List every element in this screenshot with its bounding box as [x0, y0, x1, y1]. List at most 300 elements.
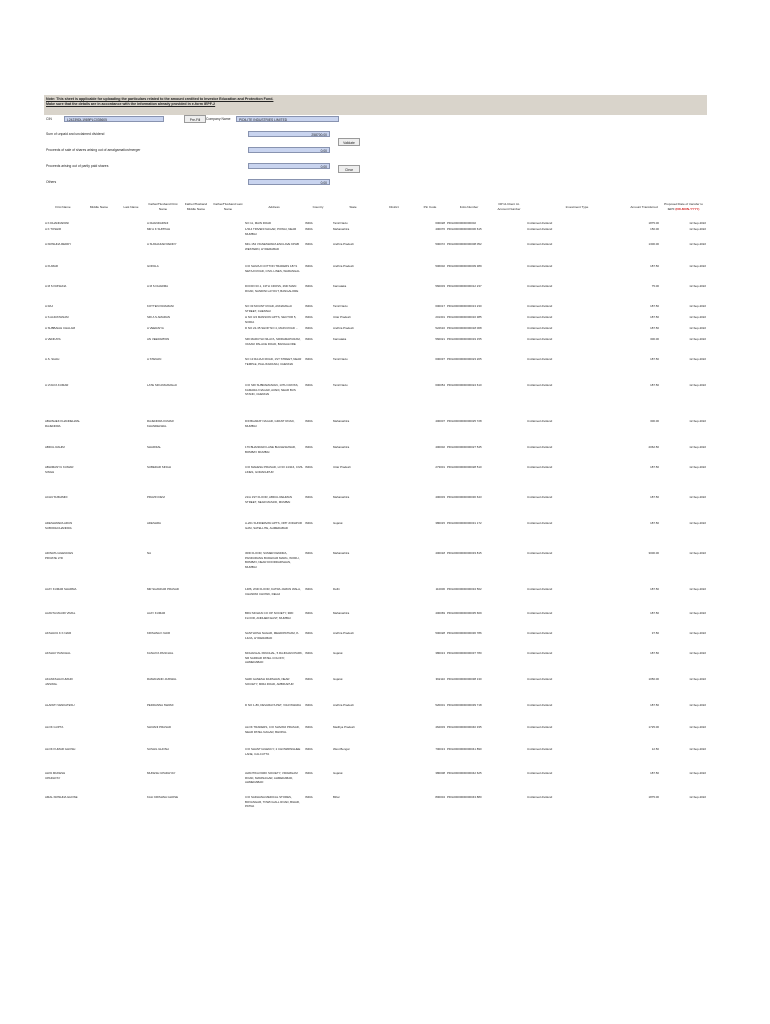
- cell-father-last-name[interactable]: [212, 725, 244, 747]
- cell-middle-name[interactable]: [82, 337, 116, 357]
- cell-folio-number[interactable]: PDIL00000000000036 786: [447, 631, 482, 635]
- cell-father-first-name[interactable]: RAMANAND JAISWAL: [147, 677, 177, 681]
- cell-first-name[interactable]: A VENKATA: [45, 337, 61, 341]
- cell-folio-number[interactable]: PDIL00000000000006 615: [447, 227, 482, 231]
- cell-state[interactable]: Andhra Pradesh: [333, 242, 354, 246]
- cell-dp-id[interactable]: [492, 631, 526, 651]
- cell-folio-number[interactable]: PDIL00000000000024 610: [447, 383, 482, 387]
- cell-pin-code[interactable]: 380008: [435, 771, 445, 775]
- cell-transfer-date[interactable]: 12-Sep-2022: [689, 445, 706, 449]
- cell-father-last-name[interactable]: [212, 419, 244, 445]
- cell-dp-id[interactable]: [492, 383, 526, 419]
- cell-dp-id[interactable]: [492, 495, 526, 521]
- cell-father-last-name[interactable]: [212, 445, 244, 465]
- cell-father-first-name[interactable]: KANAIYA PANCHAL: [147, 651, 174, 655]
- cell-investment-type[interactable]: Unclaimed dividend: [527, 445, 553, 449]
- cell-father-middle-name[interactable]: [180, 465, 212, 495]
- cell-transfer-date[interactable]: 12-Sep-2022: [689, 677, 706, 681]
- others-field[interactable]: 0.00: [248, 179, 330, 185]
- cell-pin-code[interactable]: 560003: [435, 284, 445, 288]
- cell-father-last-name[interactable]: [212, 631, 244, 651]
- cell-last-name[interactable]: [116, 264, 146, 284]
- cell-pin-code[interactable]: 400018: [435, 551, 445, 555]
- cell-folio-number[interactable]: PDIL00000000000008 052: [447, 242, 482, 246]
- cell-investment-type[interactable]: Unclaimed dividend: [527, 725, 553, 729]
- cell-investment-type[interactable]: Unclaimed dividend: [527, 795, 553, 799]
- cell-father-first-name[interactable]: MR SHANKAR PRASAD: [147, 587, 179, 591]
- cell-dp-id[interactable]: [492, 551, 526, 587]
- cell-last-name[interactable]: [116, 677, 146, 703]
- cell-last-name[interactable]: [116, 227, 146, 242]
- cell-first-name[interactable]: AKSHAYA K K NAIR: [45, 631, 72, 635]
- cell-country[interactable]: INDIA: [305, 445, 313, 449]
- cell-father-middle-name[interactable]: [180, 357, 212, 383]
- cell-state[interactable]: Bihar: [333, 795, 340, 799]
- cell-last-name[interactable]: [116, 383, 146, 419]
- clear-button[interactable]: Clear: [338, 165, 360, 173]
- cell-amount[interactable]: 187.50: [650, 611, 659, 615]
- cell-father-last-name[interactable]: [212, 326, 244, 337]
- cell-district[interactable]: [374, 651, 414, 677]
- cell-dp-id[interactable]: [492, 587, 526, 611]
- cell-father-middle-name[interactable]: [180, 551, 212, 587]
- cell-investment-type[interactable]: Unclaimed dividend: [527, 631, 553, 635]
- cell-amount[interactable]: 187.50: [650, 495, 659, 499]
- cell-amount[interactable]: 187.50: [650, 465, 659, 469]
- cell-father-middle-name[interactable]: [180, 725, 212, 747]
- cell-dp-id[interactable]: [492, 747, 526, 771]
- cell-father-last-name[interactable]: [212, 284, 244, 304]
- cell-middle-name[interactable]: [82, 587, 116, 611]
- cell-state[interactable]: West Bengal: [333, 747, 350, 751]
- cell-father-last-name[interactable]: [212, 264, 244, 284]
- cell-address[interactable]: MIG 154 VIGNESWARA ENCLAVE KPHB WESTERN, HYDERABAD: [245, 242, 299, 251]
- cell-transfer-date[interactable]: 12-Sep-2022: [689, 703, 706, 707]
- cell-district[interactable]: [374, 284, 414, 304]
- cell-first-name[interactable]: ALAPATI VENKATESU: [45, 703, 75, 707]
- cell-father-middle-name[interactable]: [180, 611, 212, 631]
- cell-district[interactable]: [374, 677, 414, 703]
- cell-father-middle-name[interactable]: [180, 587, 212, 611]
- cell-middle-name[interactable]: [82, 747, 116, 771]
- cell-middle-name[interactable]: [82, 551, 116, 587]
- cell-folio-number[interactable]: PDIL00000000000040 335: [447, 725, 482, 729]
- cell-investment-type[interactable]: Unclaimed dividend: [527, 337, 553, 341]
- cell-father-first-name[interactable]: ADESHRA: [147, 521, 161, 525]
- cell-dp-id[interactable]: [492, 703, 526, 725]
- cell-country[interactable]: INDIA: [305, 337, 313, 341]
- cell-father-last-name[interactable]: [212, 465, 244, 495]
- cell-country[interactable]: INDIA: [305, 631, 313, 635]
- cell-folio-number[interactable]: PDIL00000000000035 669: [447, 611, 482, 615]
- cell-address[interactable]: NO 33 MOUNT ROAD, ANNAMALAI STREET, CHENNAI: [245, 304, 293, 313]
- cell-amount[interactable]: 187.50: [650, 651, 659, 655]
- cell-father-first-name[interactable]: AJAY KUMAR: [147, 611, 166, 615]
- cell-address[interactable]: NO 11, MAIN ROAD: [245, 221, 272, 225]
- cell-state[interactable]: Andhra Pradesh: [333, 326, 354, 330]
- cell-first-name[interactable]: A M S KRISHNA: [45, 284, 67, 288]
- cell-investment-type[interactable]: Unclaimed dividend: [527, 264, 553, 268]
- cell-country[interactable]: INDIA: [305, 587, 313, 591]
- cell-country[interactable]: INDIA: [305, 284, 313, 288]
- cell-district[interactable]: [374, 795, 414, 815]
- cell-last-name[interactable]: [116, 326, 146, 337]
- cell-amount[interactable]: 187.50: [650, 771, 659, 775]
- cell-father-middle-name[interactable]: [180, 264, 212, 284]
- cell-first-name[interactable]: A RAJ: [45, 304, 54, 308]
- cell-country[interactable]: INDIA: [305, 383, 313, 387]
- cell-transfer-date[interactable]: 12-Sep-2022: [689, 419, 706, 423]
- cell-country[interactable]: INDIA: [305, 795, 313, 799]
- cell-first-name[interactable]: ACHUTA BHIMDI: [45, 495, 68, 499]
- cell-father-last-name[interactable]: [212, 587, 244, 611]
- cell-address[interactable]: C/O SHANTI AGENCY, 2 CHOWRINGHEE LANE, CALCUTTA: [245, 747, 301, 756]
- cell-father-first-name[interactable]: PRAVIN DEVI: [147, 495, 166, 499]
- cell-father-last-name[interactable]: [212, 611, 244, 631]
- cell-father-last-name[interactable]: [212, 521, 244, 551]
- cell-father-first-name[interactable]: MR A K SUPPIAH: [147, 227, 171, 231]
- cell-transfer-date[interactable]: 12-Sep-2022: [689, 725, 706, 729]
- cell-district[interactable]: [374, 304, 414, 315]
- cell-address[interactable]: ALOK TRADERS, C/O SHIVANI PRASAD, NEAR PATEL NAGAR, BHOPAL: [245, 725, 300, 734]
- cell-first-name[interactable]: AKANKSHA KUMARI JAISWAL: [45, 677, 73, 686]
- cell-pin-code[interactable]: 110006: [435, 587, 445, 591]
- cell-father-first-name[interactable]: NA: [147, 551, 152, 555]
- cell-state[interactable]: Gujarat: [333, 521, 343, 525]
- cell-investment-type[interactable]: Unclaimed dividend: [527, 304, 553, 308]
- cell-state[interactable]: Maharashtra: [333, 419, 350, 423]
- cell-transfer-date[interactable]: 12-Sep-2022: [689, 587, 706, 591]
- cell-country[interactable]: INDIA: [305, 419, 313, 423]
- cell-pin-code[interactable]: 273001: [435, 465, 445, 469]
- cell-father-first-name[interactable]: KALI KRISHNA GHOSE: [147, 795, 179, 799]
- cell-address[interactable]: AVANTIKA PARK SOCIETY, VIRAMGAM ROAD, MANINAGAR, AHMEDABAD, AHMEDABAD: [245, 771, 298, 785]
- cell-amount[interactable]: 75.00: [651, 284, 659, 288]
- cell-district[interactable]: [374, 383, 414, 419]
- cell-last-name[interactable]: [116, 445, 146, 465]
- cell-address[interactable]: 176 BHANDARI LANE BHULESHWAR, BOMBAY MUMBAI: [245, 445, 296, 454]
- proceeds-1-field[interactable]: 0.00: [248, 147, 330, 153]
- cell-dp-id[interactable]: [492, 771, 526, 795]
- cell-last-name[interactable]: [116, 725, 146, 747]
- cell-state[interactable]: Tamil Nadu: [333, 304, 348, 308]
- cell-dp-id[interactable]: [492, 227, 526, 242]
- cell-amount[interactable]: 187.50: [650, 357, 659, 361]
- cell-middle-name[interactable]: [82, 521, 116, 551]
- cell-address[interactable]: SHRI GANESH DARSHAN, NEAR SOCIETY, MIRA ROAD, AMBIKAPUR: [245, 677, 294, 686]
- cell-state[interactable]: Karnataka: [333, 337, 347, 341]
- cell-transfer-date[interactable]: 12-Sep-2022: [689, 631, 706, 635]
- cell-district[interactable]: [374, 337, 414, 357]
- proceeds-2-field[interactable]: 0.00: [248, 163, 330, 169]
- cell-district[interactable]: [374, 326, 414, 337]
- validate-button[interactable]: Validate: [338, 138, 360, 146]
- cell-middle-name[interactable]: [82, 304, 116, 315]
- cell-father-first-name[interactable]: PEDDANNA SWAMI: [147, 703, 174, 707]
- cell-first-name[interactable]: ALPA MUKESH UPADHYAY: [45, 771, 66, 780]
- cell-first-name[interactable]: ADINATH AGENCIES PRIVATE LTD: [45, 551, 74, 560]
- cell-state[interactable]: Maharashtra: [333, 227, 350, 231]
- cell-dp-id[interactable]: [492, 521, 526, 551]
- cell-father-middle-name[interactable]: [180, 337, 212, 357]
- cell-investment-type[interactable]: Unclaimed dividend: [527, 747, 553, 751]
- cell-folio-number[interactable]: PDIL00000000000016 385: [447, 315, 482, 319]
- cell-investment-type[interactable]: Unclaimed dividend: [527, 521, 553, 525]
- cell-dp-id[interactable]: [492, 445, 526, 465]
- cell-transfer-date[interactable]: 12-Sep-2022: [689, 771, 706, 775]
- cell-district[interactable]: [374, 315, 414, 326]
- cell-state[interactable]: Maharashtra: [333, 495, 350, 499]
- cell-father-first-name[interactable]: A VEERAIYA: [147, 326, 164, 330]
- cell-district[interactable]: [374, 747, 414, 771]
- cell-father-last-name[interactable]: [212, 703, 244, 725]
- cell-pin-code[interactable]: 506002: [435, 264, 445, 268]
- cell-pin-code[interactable]: 201301: [435, 315, 445, 319]
- cell-transfer-date[interactable]: 12-Sep-2022: [689, 495, 706, 499]
- cell-state[interactable]: Madhya Pradesh: [333, 725, 355, 729]
- cell-father-last-name[interactable]: [212, 551, 244, 587]
- cell-dp-id[interactable]: [492, 357, 526, 383]
- cell-middle-name[interactable]: [82, 465, 116, 495]
- cell-address[interactable]: C/O MAHESH PRASAD, H NO 14/116, CIVIL LINES, GORAKHPUR: [245, 465, 303, 474]
- cell-father-last-name[interactable]: [212, 337, 244, 357]
- cell-country[interactable]: INDIA: [305, 521, 313, 525]
- cell-middle-name[interactable]: [82, 315, 116, 326]
- cell-investment-type[interactable]: Unclaimed dividend: [527, 383, 553, 387]
- cell-country[interactable]: INDIA: [305, 611, 313, 615]
- cell-transfer-date[interactable]: 12-Sep-2022: [689, 651, 706, 655]
- cell-first-name[interactable]: A KRISHNA REDDY: [45, 242, 72, 246]
- cell-father-middle-name[interactable]: [180, 747, 212, 771]
- cell-last-name[interactable]: [116, 465, 146, 495]
- cell-folio-number[interactable]: PDIL00000000000028 510: [447, 465, 482, 469]
- cell-middle-name[interactable]: [82, 357, 116, 383]
- cell-middle-name[interactable]: [82, 611, 116, 631]
- cell-investment-type[interactable]: Unclaimed dividend: [527, 587, 553, 591]
- cell-country[interactable]: INDIA: [305, 677, 313, 681]
- cell-district[interactable]: [374, 631, 414, 651]
- cell-middle-name[interactable]: [82, 725, 116, 747]
- cell-amount[interactable]: 300.00: [650, 337, 659, 341]
- cell-district[interactable]: [374, 465, 414, 495]
- cell-first-name[interactable]: AJANTA MAURI VIMAL: [45, 611, 76, 615]
- cell-father-middle-name[interactable]: [180, 495, 212, 521]
- cell-folio-number[interactable]: PDIL00000000000027 545: [447, 445, 482, 449]
- cell-investment-type[interactable]: Unclaimed dividend: [527, 326, 553, 330]
- cell-father-middle-name[interactable]: [180, 227, 212, 242]
- cell-transfer-date[interactable]: 12-Sep-2022: [689, 242, 706, 246]
- cell-folio-number[interactable]: PDIL00000000000039 718: [447, 703, 482, 707]
- cell-father-first-name[interactable]: GOPALA: [147, 264, 159, 268]
- cell-pin-code[interactable]: 462003: [435, 725, 445, 729]
- cell-pin-code[interactable]: 600017: [435, 304, 445, 308]
- cell-last-name[interactable]: [116, 242, 146, 264]
- cell-folio-number[interactable]: PDIL00000000000009 389: [447, 264, 482, 268]
- cell-district[interactable]: [374, 495, 414, 521]
- cell-folio-number[interactable]: PDIL00000000000038 130: [447, 677, 482, 681]
- cell-country[interactable]: INDIA: [305, 495, 313, 499]
- cell-pin-code[interactable]: 400003: [435, 495, 445, 499]
- cell-investment-type[interactable]: Unclaimed dividend: [527, 419, 553, 423]
- cell-first-name[interactable]: ABDUL RAHIM: [45, 445, 65, 449]
- cell-amount[interactable]: 187.50: [650, 521, 659, 525]
- cell-last-name[interactable]: [116, 495, 146, 521]
- cell-pin-code[interactable]: 400076: [435, 227, 445, 231]
- cell-amount[interactable]: 187.50: [650, 326, 659, 330]
- cell-father-middle-name[interactable]: [180, 383, 212, 419]
- cell-last-name[interactable]: [116, 795, 146, 815]
- cell-investment-type[interactable]: Unclaimed dividend: [527, 495, 553, 499]
- cell-transfer-date[interactable]: 12-Sep-2022: [689, 611, 706, 615]
- cell-father-last-name[interactable]: [212, 242, 244, 264]
- cell-folio-number[interactable]: PDIL00000000000019 155: [447, 337, 482, 341]
- cell-pin-code[interactable]: 392110: [435, 677, 445, 681]
- cell-amount[interactable]: 150.00: [650, 227, 659, 231]
- cell-father-first-name[interactable]: SUSHIL GHOSH: [147, 747, 169, 751]
- cell-district[interactable]: [374, 357, 414, 383]
- cell-folio-number[interactable]: PDIL00000000000037 780: [447, 651, 482, 655]
- cell-country[interactable]: INDIA: [305, 264, 313, 268]
- cell-middle-name[interactable]: [82, 631, 116, 651]
- cell-address[interactable]: D/9 BHARAT NAGAR, GRANT ROAD, MUMBAI: [245, 419, 295, 428]
- cell-address[interactable]: C/O SRI SUBRAMANIAN, 13TH CROSS, KAMARAJ NAGAR, AVADI, NEAR BUS STAND, CHENNAI: [245, 383, 299, 397]
- cell-father-last-name[interactable]: [212, 227, 244, 242]
- cell-middle-name[interactable]: [82, 264, 116, 284]
- cell-father-middle-name[interactable]: [180, 445, 212, 465]
- cell-first-name[interactable]: A S ALIRATHNAM: [45, 315, 69, 319]
- cell-address[interactable]: DOOR NO.1, 13TH CROSS, 2ND MAIN ROAD, NANDINI LAYOUT, BANGALORE: [245, 284, 299, 293]
- cell-state[interactable]: Uttar Pradesh: [333, 315, 351, 319]
- cell-transfer-date[interactable]: 12-Sep-2022: [689, 337, 706, 341]
- cell-first-name[interactable]: ADESHWARA ARUN SUBODHCHANDRA: [45, 521, 73, 530]
- cell-address[interactable]: 1/314 TRIVENI NAGAR, POWAI, NEAR MUMBAI: [245, 227, 297, 236]
- cell-investment-type[interactable]: Unclaimed dividend: [527, 242, 553, 246]
- cell-amount[interactable]: 187.50: [650, 587, 659, 591]
- cell-first-name[interactable]: A.S. SHAH: [45, 357, 60, 361]
- prefill-button[interactable]: Pre-Fill: [184, 115, 206, 123]
- cell-dp-id[interactable]: [492, 326, 526, 337]
- cell-dp-id[interactable]: [492, 611, 526, 631]
- cell-amount[interactable]: 187.50: [650, 703, 659, 707]
- cell-country[interactable]: INDIA: [305, 725, 313, 729]
- cell-pin-code[interactable]: 600037: [435, 357, 445, 361]
- cell-address[interactable]: D NO 1-86, DEVARAYA PET, VIJAYAWADA: [245, 703, 302, 707]
- cell-first-name[interactable]: AJAY KUMAR SHARMA: [45, 587, 77, 591]
- cell-first-name[interactable]: ABHIMANYU KUMAR SINGH: [45, 465, 74, 474]
- cell-investment-type[interactable]: Unclaimed dividend: [527, 677, 553, 681]
- cell-state[interactable]: Maharashtra: [333, 445, 350, 449]
- cell-last-name[interactable]: [116, 651, 146, 677]
- cell-last-name[interactable]: [116, 747, 146, 771]
- cell-first-name[interactable]: A KUMAR: [45, 264, 59, 268]
- cell-last-name[interactable]: [116, 703, 146, 725]
- cell-middle-name[interactable]: [82, 703, 116, 725]
- cell-investment-type[interactable]: Unclaimed dividend: [527, 703, 553, 707]
- cell-investment-type[interactable]: Unclaimed dividend: [527, 771, 553, 775]
- cell-transfer-date[interactable]: 12-Sep-2022: [689, 264, 706, 268]
- cell-father-middle-name[interactable]: [180, 304, 212, 315]
- cell-father-last-name[interactable]: [212, 357, 244, 383]
- cell-pin-code[interactable]: 600054: [435, 383, 445, 387]
- cell-father-middle-name[interactable]: [180, 651, 212, 677]
- cell-folio-number[interactable]: PDIL00000000000002: [447, 221, 476, 225]
- cell-state[interactable]: Uttar Pradesh: [333, 465, 351, 469]
- cell-father-last-name[interactable]: [212, 747, 244, 771]
- cell-amount[interactable]: 187.50: [650, 383, 659, 387]
- cell-folio-number[interactable]: PDIL00000000000013 230: [447, 304, 482, 308]
- cell-country[interactable]: INDIA: [305, 357, 313, 361]
- cell-investment-type[interactable]: Unclaimed dividend: [527, 611, 553, 615]
- cell-transfer-date[interactable]: 12-Sep-2022: [689, 383, 706, 387]
- cell-middle-name[interactable]: [82, 795, 116, 815]
- cell-dp-id[interactable]: [492, 651, 526, 677]
- cell-last-name[interactable]: [116, 304, 146, 315]
- cell-district[interactable]: [374, 445, 414, 465]
- cell-investment-type[interactable]: Unclaimed dividend: [527, 465, 553, 469]
- cell-state[interactable]: Gujarat: [333, 771, 343, 775]
- cell-district[interactable]: [374, 551, 414, 587]
- cell-folio-number[interactable]: PDIL00000000000025 728: [447, 419, 482, 423]
- cell-pin-code[interactable]: 400002: [435, 445, 445, 449]
- cell-amount[interactable]: 1875.00: [648, 221, 659, 225]
- cell-first-name[interactable]: A SUBBAIAH CHALAM: [45, 326, 76, 330]
- cell-country[interactable]: INDIA: [305, 242, 313, 246]
- cell-dp-id[interactable]: [492, 284, 526, 304]
- cell-country[interactable]: INDIA: [305, 315, 313, 319]
- cell-first-name[interactable]: ALOK GUPTA: [45, 725, 64, 729]
- cell-address[interactable]: A-201 SUNDERVAN APTS, OPP JODHPUR GAM, SATELLITE, AHMEDABAD: [245, 521, 303, 530]
- cell-investment-type[interactable]: Unclaimed dividend: [527, 284, 553, 288]
- cell-pin-code[interactable]: 522616: [435, 326, 445, 330]
- cell-transfer-date[interactable]: 12-Sep-2022: [689, 227, 706, 231]
- cell-last-name[interactable]: [116, 551, 146, 587]
- cell-middle-name[interactable]: [82, 284, 116, 304]
- cell-pin-code[interactable]: 500028: [435, 631, 445, 635]
- cell-folio-number[interactable]: PDIL00000000000043 880: [447, 795, 482, 799]
- cell-transfer-date[interactable]: 12-Sep-2022: [689, 357, 706, 361]
- cell-district[interactable]: [374, 771, 414, 795]
- cell-middle-name[interactable]: [82, 651, 116, 677]
- cell-country[interactable]: INDIA: [305, 221, 313, 225]
- cell-dp-id[interactable]: [492, 264, 526, 284]
- cell-district[interactable]: [374, 587, 414, 611]
- cell-father-first-name[interactable]: LATE SRI ANNAMALAI: [147, 383, 177, 387]
- cell-dp-id[interactable]: [492, 315, 526, 326]
- cell-father-first-name[interactable]: KRISHNA K NAIR: [147, 631, 171, 635]
- cell-amount[interactable]: 3000.00: [648, 551, 659, 555]
- cin-field[interactable]: L24239DL1989PLC035605: [64, 116, 164, 122]
- cell-folio-number[interactable]: PDIL00000000000041 890: [447, 747, 482, 751]
- cell-investment-type[interactable]: Unclaimed dividend: [527, 221, 553, 225]
- cell-folio-number[interactable]: PDIL00000000000031 172: [447, 521, 482, 525]
- cell-father-last-name[interactable]: [212, 651, 244, 677]
- cell-pin-code[interactable]: 560021: [435, 337, 445, 341]
- cell-amount[interactable]: 12.50: [651, 747, 659, 751]
- cell-folio-number[interactable]: PDIL00000000000034 562: [447, 587, 482, 591]
- cell-father-first-name[interactable]: SUBEDAR SINGH: [147, 465, 171, 469]
- cell-country[interactable]: INDIA: [305, 771, 313, 775]
- cell-district[interactable]: [374, 242, 414, 264]
- cell-last-name[interactable]: [116, 587, 146, 611]
- cell-pin-code[interactable]: 600028: [435, 221, 445, 225]
- cell-address[interactable]: 3RD FLOOR, SUMER KENDRA, PANDURANG BUDHKAR MARG, WORLI, BOMBAY, NEAR DOORDARSHAN, MUMBAI: [245, 551, 300, 569]
- cell-amount[interactable]: 300.00: [650, 419, 659, 423]
- cell-first-name[interactable]: AMAL KRISHNA GHOSE: [45, 795, 78, 799]
- cell-middle-name[interactable]: [82, 383, 116, 419]
- cell-pin-code[interactable]: 380015: [435, 521, 445, 525]
- cell-father-last-name[interactable]: [212, 383, 244, 419]
- cell-district[interactable]: [374, 725, 414, 747]
